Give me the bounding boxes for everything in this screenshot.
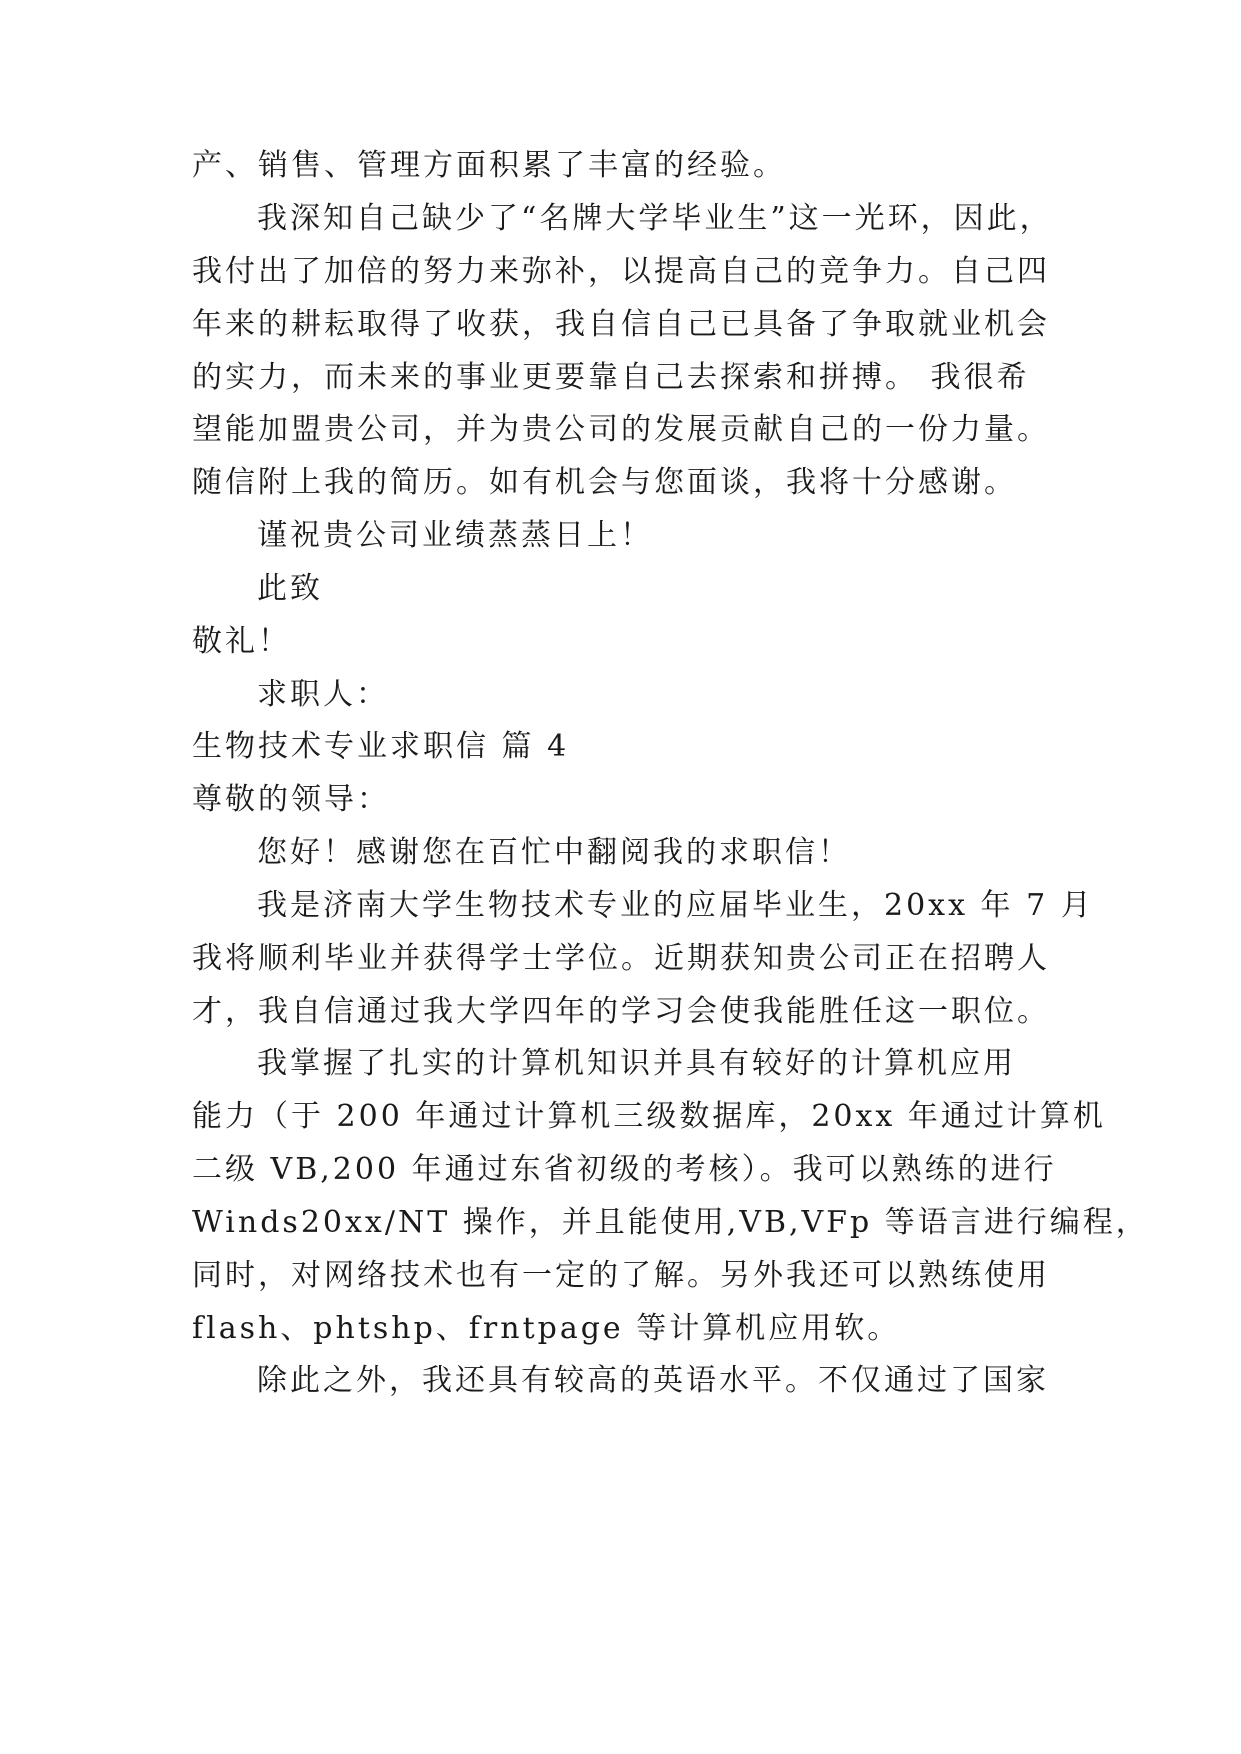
text-line: 能力（于 200 年通过计算机三级数据库，20xx 年通过计算机 — [192, 1099, 1106, 1134]
text-line: 我将顺利毕业并获得学士学位。近期获知贵公司正在招聘人 — [192, 941, 1050, 976]
text-line: 我付出了加倍的努力来弥补，以提高自己的竞争力。自己四 — [192, 254, 1050, 289]
text-line: flash、phtshp、frntpage 等计算机应用软。 — [192, 1311, 901, 1346]
text-line: 谨祝贵公司业绩蒸蒸日上！ — [257, 518, 653, 553]
text-line: 产、销售、管理方面积累了丰富的经验。 — [192, 148, 786, 183]
text-line: 的实力，而未来的事业更要靠自己去探索和拼搏。 我很希 — [192, 360, 1030, 395]
text-line: 我是济南大学生物技术专业的应届毕业生，20xx 年 7 月 — [257, 888, 1094, 923]
text-line: 望能加盟贵公司，并为贵公司的发展贡献自己的一份力量。 — [192, 412, 1050, 447]
text-line: 尊敬的领导： — [192, 782, 390, 817]
text-line: 除此之外，我还具有较高的英语水平。不仅通过了国家 — [257, 1363, 1049, 1398]
text-line: 二级 VB,200 年通过东省初级的考核）。我可以熟练的进行 — [192, 1152, 1057, 1187]
text-line: 敬礼！ — [192, 624, 291, 659]
text-line: 您好！感谢您在百忙中翻阅我的求职信！ — [257, 835, 851, 870]
text-line: 求职人： — [257, 677, 389, 712]
section-heading: 生物技术专业求职信 篇 4 — [192, 729, 570, 764]
text-line: 同时，对网络技术也有一定的了解。另外我还可以熟练使用 — [192, 1258, 1050, 1293]
text-line: 此致 — [257, 571, 323, 606]
text-line: 年来的耕耘取得了收获，我自信自己已具备了争取就业机会 — [192, 307, 1050, 342]
text-line: 随信附上我的简历。如有机会与您面谈，我将十分感谢。 — [192, 465, 1017, 500]
text-line: 我掌握了扎实的计算机知识并具有较好的计算机应用 — [257, 1046, 1016, 1081]
text-line: Winds20xx/NT 操作，并且能使用,VB,VFp 等语言进行编程， — [192, 1205, 1149, 1240]
text-line: 我深知自己缺少了“名牌大学毕业生”这一光环，因此， — [257, 201, 1053, 236]
text-line: 才，我自信通过我大学四年的学习会使我能胜任这一职位。 — [192, 994, 1050, 1029]
